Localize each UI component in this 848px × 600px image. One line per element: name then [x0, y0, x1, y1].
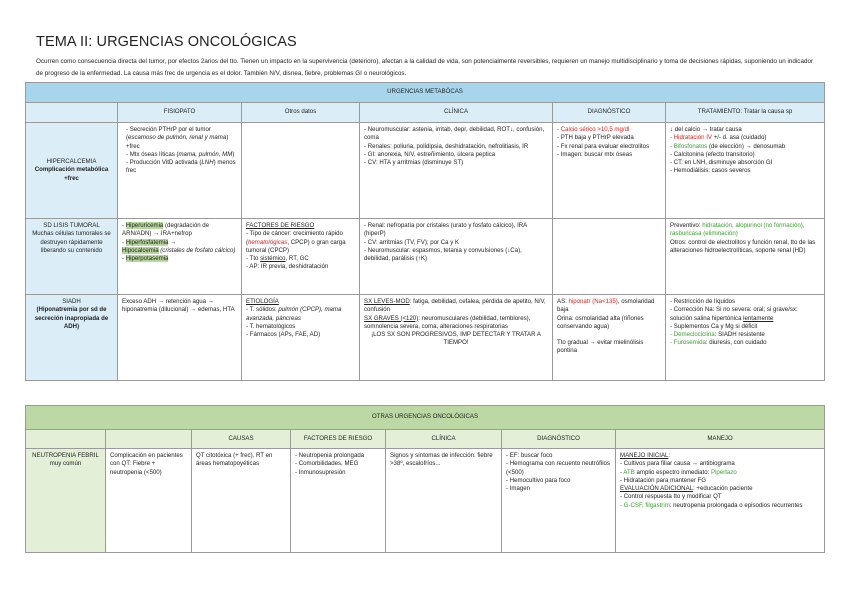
header-empty-cell — [26, 430, 106, 449]
text: - Comorbilidades, MEG — [295, 460, 359, 468]
text: : +educación paciente — [693, 485, 753, 493]
row-name: NEUTROPENIA FEBRIL — [32, 452, 99, 459]
text: : SIADH resistente — [714, 331, 765, 339]
text: hidratación, alopurinol (no formación), rasburicasa (eliminación) — [670, 222, 805, 238]
row-subtitle: Muchas células tumorales se destruyen rápidamente liberando su contenido — [32, 230, 111, 254]
text: Tto gradual → evitar mielinólisis pontina — [557, 339, 644, 355]
col-header-clinica: CLÍNICA — [360, 103, 553, 123]
row-name: SD LISIS TUMORAL — [43, 222, 100, 229]
text: ETIOLOGÍA — [246, 298, 279, 305]
cell-factores-riesgo — [291, 449, 386, 553]
text: : neuromusculares (debilidad, temblores), somnolencia severa, coma, alteraciones respiratorias — [364, 314, 531, 330]
text: - CT: en LNH, disminuye absorción GI — [670, 159, 773, 167]
col-header-diagnostico: DIAGNÓSTICO — [553, 103, 666, 123]
text: : neutropenia prolongada o episodios recurrentes — [669, 501, 803, 509]
text: ↓ del calcio → tratar causa — [670, 126, 742, 133]
text: Hipocalcemia — [122, 246, 159, 254]
text: - EF: buscar foco — [506, 452, 553, 459]
text: Hiperuricemia — [125, 222, 164, 229]
cell-fisiopato: - Hiperuricemia (degradación de ARN/ADN) → IRA+nefrop - Hiperfosfatemia → Hipocalcemia (cristales de fosfato cálcico) - Hiperpotasemia — [118, 219, 242, 295]
text: - — [620, 468, 624, 476]
text: - Hemograma con recuento neutrófilos (<500) — [506, 460, 610, 476]
text: : — [668, 452, 671, 459]
text: MANEJO INICIAL — [620, 452, 669, 459]
table-row — [26, 449, 825, 553]
text: lentamente — [743, 314, 774, 322]
text: - G-CSF, filgastrim — [620, 501, 670, 509]
row-name: SIADH — [62, 298, 81, 305]
text: - Neuromuscular: espasmos, tetania y convulsiones (↓Ca), debilidad, parálisis (↑K) — [364, 246, 522, 263]
text: SX GRAVES (<120) — [364, 314, 419, 322]
text: - T. hematológicos — [246, 322, 296, 330]
text: +/- d. asa (cuidado) — [712, 134, 767, 142]
text: sistémico — [260, 255, 286, 263]
text: ) menos frec — [126, 159, 236, 175]
col-header-tratamiento: TRATAMIENTO: Tratar la causa sp — [666, 103, 825, 123]
text: - CV: arritmias (TV, FV); por Ca y K — [364, 238, 460, 246]
text: - Suplementos Ca y Mg si déficit — [670, 322, 758, 330]
cell-manejo — [616, 449, 825, 553]
intro-paragraph: Ocurren como consecuencia directa del tumor, por efectos 2arios del tto. Tienen un impacto en la supervivencia (deterioro), afectan a la calidad de vida, son potencialmente reversibles, requieren un manejo multidisciplinario y toma de decisiones rápidas, suponiendo un indicador de progreso de la enfermedad. La causa más frec de urgencia es el dolor. También N/V, disnea, fiebre, problemas GI o neurológicos. — [36, 58, 814, 77]
text: Pipertazo — [711, 468, 737, 476]
text: - CV: HTA y arritmias (disminuye ST) — [364, 159, 464, 167]
other-table-title: OTRAS URGENCIAS ONCOLÓGICAS — [26, 406, 825, 430]
text: , CPCP) o gran carga tumoral (CPCP) — [246, 238, 346, 254]
text: ) +frec — [126, 134, 229, 150]
col-header-clinica: CLÍNICA — [386, 430, 502, 449]
other-emergencies-table — [25, 405, 825, 553]
text: hiponatr (Na<135) — [568, 298, 618, 305]
cell-tratamiento — [666, 295, 825, 381]
cell-clinica — [360, 295, 553, 381]
col-header-diagnostico: DIAGNÓSTICO — [502, 430, 616, 449]
cell-clinica — [360, 219, 553, 295]
text: EVALUACIÓN ADICIONAL — [620, 485, 694, 493]
text: escamoso de pulmón, renal y mama — [128, 134, 227, 142]
row-subtitle: muy común — [49, 460, 82, 468]
text: - Hemocultivo para foco — [506, 476, 571, 484]
col-header-otros-datos: Otros datos — [242, 103, 360, 123]
header-empty-cell — [26, 103, 118, 123]
text: (cristales de fosfato cálcico) — [158, 246, 236, 254]
text: - Furosemida — [670, 339, 706, 347]
text: - Restricción de líquidos — [670, 298, 736, 305]
cell-otros-datos — [242, 219, 360, 295]
cell-causas: QT citotóxica (+ frec), RT en áreas hematopoyéticas — [192, 449, 291, 553]
text: SX LEVES-MOD — [364, 298, 410, 305]
text: - Producción VitD activada ( — [126, 159, 202, 167]
cell-fisiopato — [118, 123, 242, 219]
col-header-manejo: MANEJO — [616, 430, 825, 449]
metabolic-table-title: URGENCIAS METABÓCAS — [26, 83, 825, 103]
header-empty-cell — [106, 430, 192, 449]
cell-fisiopato: Exceso ADH → retención agua → hiponatremia (dilucional) → edemas, HTA — [118, 295, 242, 381]
text: FACTORES DE RIESGO — [246, 222, 315, 229]
text: - PTH baja y PTHrP elevada — [557, 134, 634, 142]
cell-diagnostico — [553, 123, 666, 219]
cell-tratamiento — [666, 219, 825, 295]
text: - Mtx óseas líticas ( — [126, 150, 179, 158]
page-title: TEMA II: URGENCIAS ONCOLÓGICAS — [36, 34, 297, 50]
text: - Fx renal para evaluar electrolitos — [557, 142, 650, 150]
text: (degradación de ARN/ADN) → IRA+nefrop — [122, 222, 210, 238]
text: - Inmunosupresión — [295, 468, 346, 476]
text: (de elección) → denosumab — [707, 142, 786, 150]
cell-tratamiento — [666, 123, 825, 219]
table-row — [26, 219, 825, 295]
text: - Hemodiálisis: casos severos — [670, 167, 751, 175]
text: Preventivo: — [670, 222, 703, 229]
text: - Tipo de cáncer: crecimiento rápido ( — [246, 230, 343, 246]
text: - GI: anorexia, N/V, estreñimiento, úlcera peptica — [364, 150, 496, 158]
text: : fatiga, debilidad, cefalea, pérdida de apetito, N/V, confusión — [364, 298, 546, 314]
metabolic-table — [25, 82, 825, 381]
cell-clinica — [360, 123, 553, 219]
row-label-lisis — [26, 219, 118, 295]
text: mama, pulmón, MM — [178, 150, 233, 158]
text: hematológicas — [248, 238, 288, 246]
col-header-factores-riesgo: FACTORES DE RIESGO — [291, 430, 386, 449]
text: pulmón (CPCP), mama avanzada, páncreas — [246, 306, 342, 322]
text: , osmolaridad baja — [557, 298, 655, 314]
table-row — [26, 123, 825, 219]
cell-diagnostico — [553, 219, 666, 295]
cell-diagnostico — [553, 295, 666, 381]
text: - Neutropenia prolongada — [295, 452, 365, 459]
row-subtitle: (Hiponatremia por sd de secreción inapropiada de ADH) — [34, 306, 109, 330]
text: Orina: osmolaridad alta (riñones conservando agua) — [557, 314, 644, 330]
text: - Tto — [246, 255, 261, 263]
text: ¡LOS SX SON PROGRESIVOS, IMP DETECTAR Y TRATAR A TIEMPO! — [371, 331, 541, 347]
text: amplio espectro inmediato: — [634, 468, 712, 476]
text: - Bifosfonatos — [670, 142, 708, 150]
text: - Secreción PTHrP por el tumor ( — [126, 126, 211, 142]
text: - Corrección Na: Si no severa: oral; si grave/sx: solución salina hipertónica — [670, 306, 798, 322]
text: : diuresis, con cuidado — [705, 339, 767, 347]
text: AS: — [557, 298, 569, 305]
text: - Cultivos para filiar causa → antibiograma — [620, 460, 735, 468]
text: ATB — [623, 468, 635, 476]
text: - AP: IR previa, deshidratación — [246, 263, 329, 271]
text: - Hidratación para mantener FG — [620, 476, 707, 484]
text: Hiperpotasemia — [125, 255, 169, 263]
cell-otros-datos — [242, 123, 360, 219]
row-subtitle: Complicación metabólica +frec — [34, 166, 109, 182]
cell-diagnostico — [502, 449, 616, 553]
table-row — [26, 295, 825, 381]
cell-definicion: Complicación en pacientes con QT: Fiebre + neutropenia (<500) — [106, 449, 192, 553]
text: - Demeclociclina — [670, 331, 715, 339]
text: - Renal: nefropatía por cristales (urato y fosfato cálcico), IRA (hiperP) — [364, 222, 527, 238]
row-name: HIPERCALCEMIA — [46, 158, 97, 166]
row-label-siadh — [26, 295, 118, 381]
text: ) — [232, 150, 235, 158]
text: Otros: control de electrolitos y función renal, tto de las alteraciones hidroelectrolíticas, soporte renal (HD) — [670, 238, 816, 254]
row-label-neutropenia — [26, 449, 106, 553]
text: - Control respuesta tto y modificar QT — [620, 493, 722, 501]
text: - Renales: poliuria, polidipsia, deshidratación, nefrolitiasis, IR — [364, 142, 529, 150]
col-header-fisiopato: FISIOPATO — [118, 103, 242, 123]
text: - Imagen — [506, 485, 531, 493]
cell-clinica: Signos y síntomas de infección: fiebre >38º, escalofríos... — [386, 449, 502, 553]
text: , RT, GC — [285, 255, 309, 263]
cell-otros-datos — [242, 295, 360, 381]
text: - Calcitonina (efecto transitorio) — [670, 150, 755, 158]
text: - T. sólidos: — [246, 306, 279, 314]
col-header-causas: CAUSAS — [192, 430, 291, 449]
text: - Neuromuscular: astenia, irritab, depr, debilidad, ROT↓, confusión, coma — [364, 126, 545, 142]
text: LNH — [201, 159, 214, 167]
text: - Imagen: buscar mtx óseas — [557, 150, 633, 158]
text: - Calcio sérico >10,5 mg/dl — [557, 126, 630, 133]
row-label-hipercalcemia — [26, 123, 118, 219]
text: - Fármacos (APs, FAE, AD) — [246, 331, 321, 339]
text: Hiperfosfatemia — [125, 238, 169, 246]
text: - Hidratación IV — [670, 134, 712, 142]
